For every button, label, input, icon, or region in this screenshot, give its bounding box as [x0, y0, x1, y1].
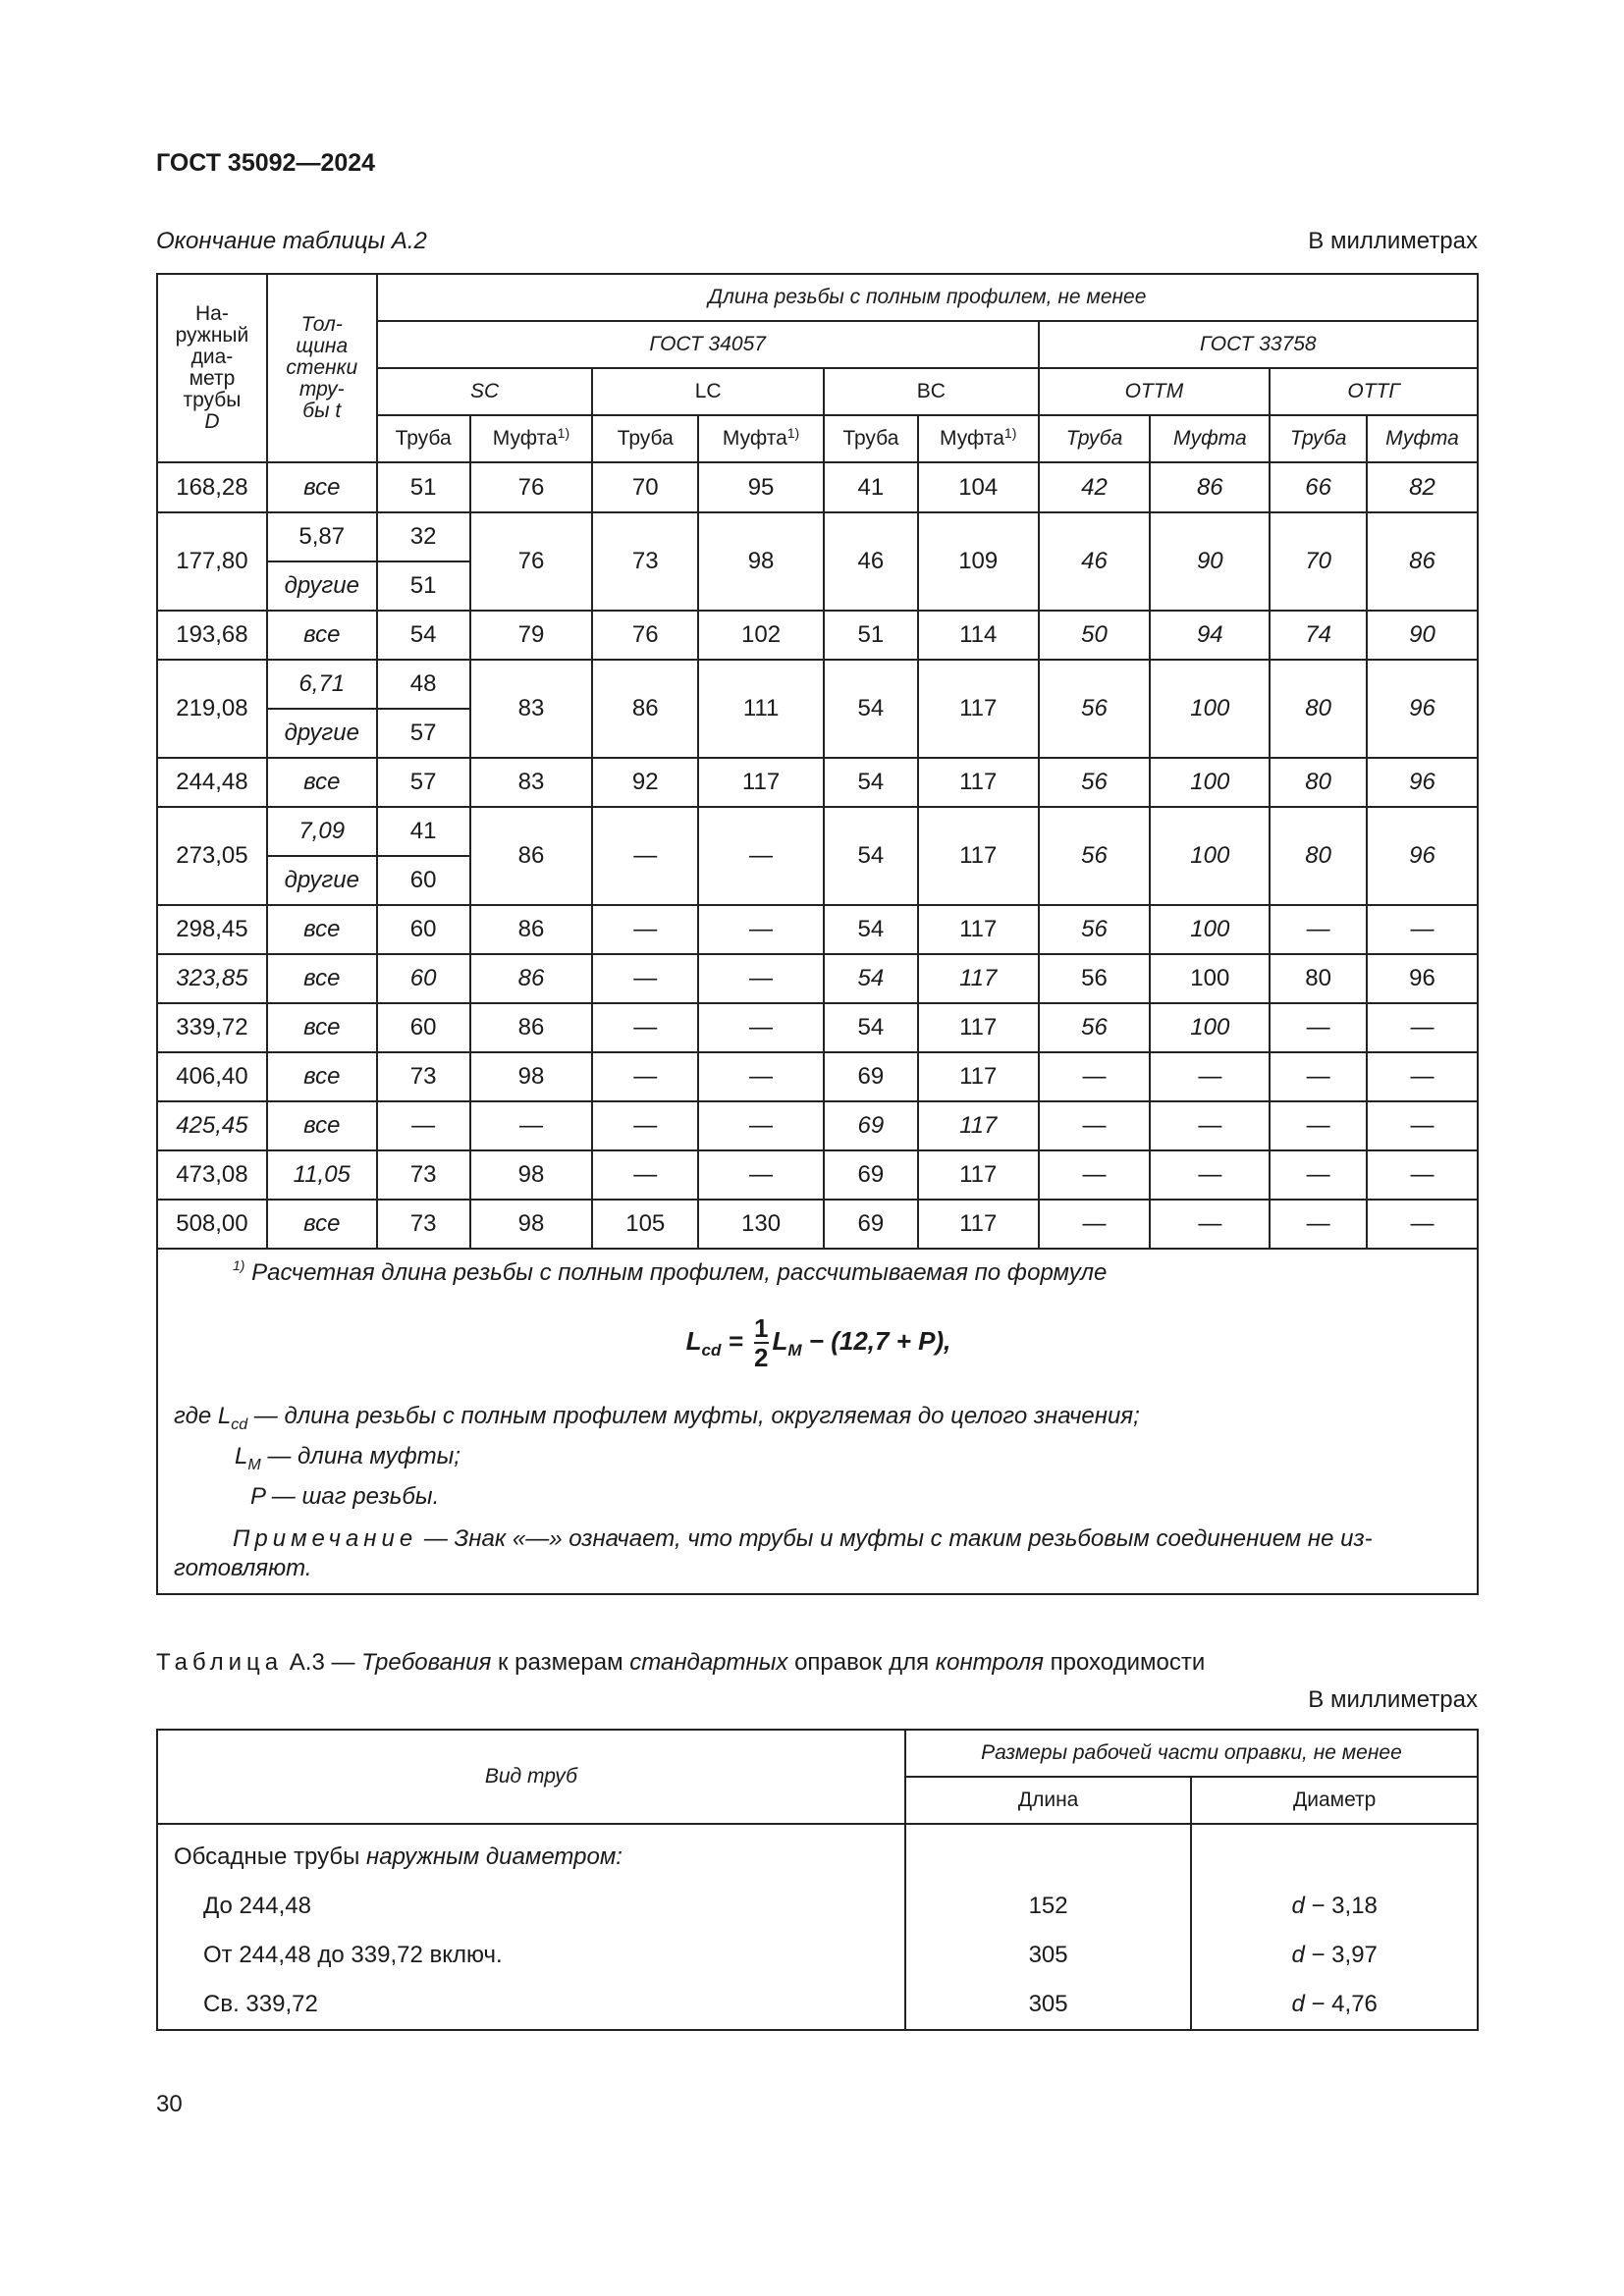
header-ottg: ОТТГ [1270, 368, 1478, 415]
table-a2-caption: Окончание таблицы А.2 [156, 228, 427, 254]
header-pipe-type: Вид труб [157, 1730, 905, 1824]
diameter-value: d − 4,76 [1291, 1991, 1378, 2017]
header-wall-thickness: Тол- щина стенки тру- бы t [267, 274, 377, 462]
table-row: другие 57 [157, 709, 1478, 758]
table-a2-units: В миллиметрах [1308, 228, 1478, 254]
table-row: 323,85 все 60 86 — — 54 117 56 100 80 96 [157, 954, 1478, 1003]
table-row: другие 51 [157, 561, 1478, 611]
header-coupling: Муфта [1367, 415, 1478, 462]
header-coupling: Муфта$^{1)}$ [918, 415, 1039, 462]
table-a2 [156, 273, 1479, 1595]
header-diameter: Диаметр [1191, 1777, 1478, 1824]
header-pipe: Труба [824, 415, 918, 462]
table-row: 508,00 все 73 98 105 130 69 117 — — — — [157, 1200, 1478, 1249]
header-pipe: Труба [1039, 415, 1151, 462]
list-item: Св. 339,72 [203, 1991, 318, 2017]
table-a3 [156, 1729, 1479, 2031]
header-coupling: Муфта$^{1)}$ [470, 415, 593, 462]
header-coupling: Муфта [1150, 415, 1270, 462]
table-a3-caption: Таблица А.3 — Требования к размерам стандартных оправок для контроля проходимости [156, 1649, 1206, 1676]
table-row: 339,72 все 60 86 — — 54 117 56 100 — — [157, 1003, 1478, 1052]
footnote-row [157, 1249, 1478, 1594]
row-intro: Обсадные трубы наружным диаметром: [174, 1843, 623, 1870]
length-value: 152 [1028, 1893, 1068, 1919]
footnote-text: $^{1)}$ Расчетная длина резьбы с полным профилем, рассчитываемая по формуле [233, 1257, 1108, 1286]
header-lc: LC [592, 368, 824, 415]
document-header: ГОСТ 35092—2024 [156, 149, 376, 177]
formula-legend: где $L_{cd}$ — длина резьбы с полным профилем муфты, округляемая до целого значения; $L_M$ — длина муфты; P — шаг резьбы. [174, 1403, 1140, 1510]
table-row: 473,08 11,05 73 98 — — 69 117 — — — — [157, 1150, 1478, 1200]
table-a3-units: В миллиметрах [1308, 1686, 1478, 1713]
table-row: 406,40 все 73 98 — — 69 117 — — — — [157, 1052, 1478, 1101]
table-row: 298,45 все 60 86 — — 54 117 56 100 — — [157, 905, 1478, 954]
header-pipe: Труба [592, 415, 698, 462]
table-row: другие 60 [157, 856, 1478, 905]
table-note: Примечание — Знак «—» означает, что трубы и муфты с таким резьбовым соединением не из-готовляют. [174, 1524, 1373, 1581]
page-number: 30 [156, 2091, 183, 2117]
diameter-value: d − 3,97 [1291, 1942, 1378, 1968]
table-row: 273,05 7,09 41 86 — — 54 117 56 100 80 96 [157, 807, 1478, 856]
table-row: 244,48 все 57 83 92 117 54 117 56 100 80 96 [157, 758, 1478, 807]
header-length: Длина [905, 1777, 1192, 1824]
header-gost-34057: ГОСТ 34057 [377, 321, 1039, 368]
length-value: 305 [1028, 1942, 1068, 1968]
length-value: 305 [1028, 1991, 1068, 2017]
footnote-cell [157, 1249, 1478, 1594]
header-gost-33758: ГОСТ 33758 [1039, 321, 1478, 368]
header-pipe: Труба [377, 415, 470, 462]
header-sc: SC [377, 368, 593, 415]
header-ottm: ОТТМ [1039, 368, 1271, 415]
table-row: 168,28 все 51 76 70 95 41 104 42 86 66 82 [157, 462, 1478, 512]
formula: $L_{cd}$ = $\frac{1}{2}$ $L_M - (12,7 + P)$, [685, 1313, 951, 1372]
list-item: От 244,48 до 339,72 включ. [203, 1942, 503, 1968]
list-item: До 244,48 [203, 1893, 311, 1919]
table-row: 193,68 все 54 79 76 102 51 114 50 94 74 90 [157, 611, 1478, 660]
table-row: 177,80 5,87 32 76 73 98 46 109 46 90 70 86 [157, 512, 1478, 561]
table-row: 219,08 6,71 48 83 86 111 54 117 56 100 80 96 [157, 660, 1478, 709]
header-bc: BC [824, 368, 1039, 415]
header-mandrel-size: Размеры рабочей части оправки, не менее [905, 1730, 1478, 1777]
header-pipe: Труба [1270, 415, 1367, 462]
diameter-value: d − 3,18 [1291, 1893, 1378, 1919]
header-diameter: На- ружный диа- метр трубы D [157, 274, 267, 462]
table-row: 425,45 все — — — — 69 117 — — — — [157, 1101, 1478, 1150]
header-coupling: Муфта$^{1)}$ [698, 415, 824, 462]
table-body [157, 1824, 1478, 2030]
header-thread-length: Длина резьбы с полным профилем, не менее [377, 274, 1478, 321]
